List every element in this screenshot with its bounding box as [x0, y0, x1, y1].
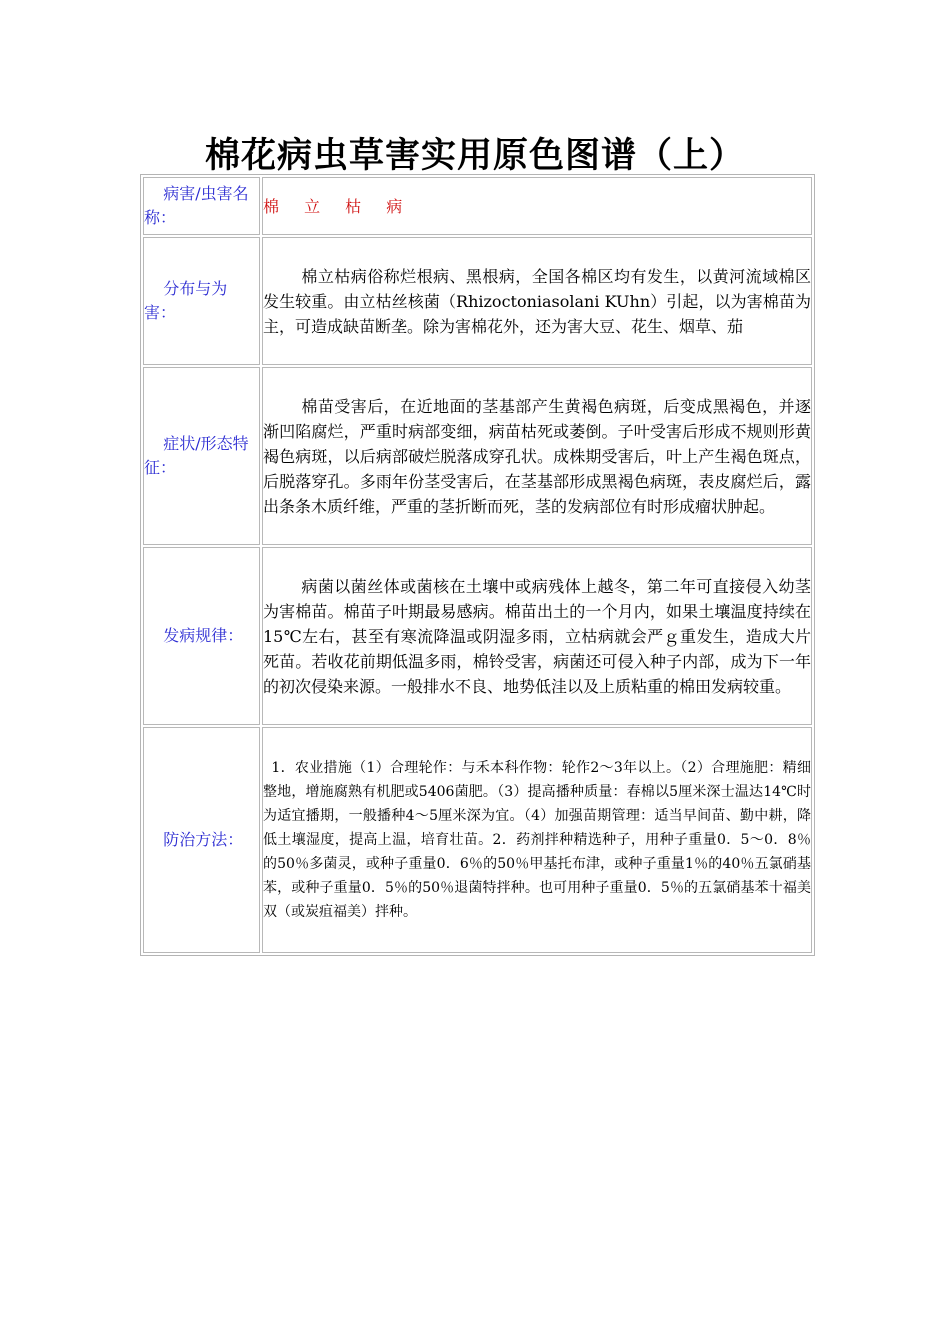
disease-name: 棉 立 枯 病: [262, 177, 812, 235]
disease-info-table: [140, 174, 815, 956]
row-value: [262, 547, 812, 725]
table-row: [143, 367, 812, 545]
row-label: 发病规律：: [143, 547, 260, 725]
row-label: 分布与为害：: [143, 237, 260, 365]
table-row: [143, 547, 812, 725]
row-label: 防治方法：: [143, 727, 260, 953]
row-value: [262, 367, 812, 545]
table-row: [143, 237, 812, 365]
page-title: 棉花病虫草害实用原色图谱（上）: [204, 136, 745, 176]
symptom-text: 棉苗受害后，在近地面的茎基部产生黄褐色病斑，后变成黑褐色，并逐渐凹陷腐烂，严重时病部变细，病苗枯死或萎倒。子叶受害后形成不规则形黄褐色病斑，以后病部破烂脱落成穿孔状。成株期受害后，叶上产生褐色斑点，后脱落穿孔。多雨年份茎受害后，在茎基部形成黑褐色病斑，表皮腐烂后，露出条条木质纤维，严重的茎折断而死，茎的发病部位有时形成瘤状肿起。: [263, 396, 811, 516]
row-label: 病害/虫害名称：: [143, 177, 260, 235]
row-label: 症状/形态特征：: [143, 367, 260, 545]
control-text: 1．农业措施（1）合理轮作：与禾本科作物：轮作2～3年以上。（2）合理施肥：精细整地，增施腐熟有机肥或5406菌肥。（3）提高播种质量：春棉以5厘米深士温达14℃时为适宜播期，一般播种4～5厘米深为宜。（4）加强苗期管理：适当早间苗、勤中耕，降低土壤湿度，提高上温，培育壮苗。2．药剂拌种精选种子，用种子重量0．5～0．8％的50％多菌灵，或种子重量0．6％的50％甲基托布津，或种子重量1％的40％五氯硝基苯，或种子重量0．5％的50％退菌特拌种。也可用种子重量0．5％的五氯硝基苯十福美双（或炭疽福美）拌种。: [263, 760, 811, 920]
row-value: [262, 237, 812, 365]
distribution-text: 棉立枯病俗称烂根病、黑根病，全国各棉区均有发生，以黄河流域棉区发生较重。由立枯丝核菌（Rhizoctoniasolani KUhn）引起，以为害棉苗为主，可造成缺苗断垄。除为害棉花外，还为害大豆、花生、烟草、茄: [263, 266, 811, 336]
table-row: [143, 727, 812, 953]
row-value: [262, 727, 812, 953]
table-row: [143, 177, 812, 235]
pattern-text: 病菌以菌丝体或菌核在土壤中或病残体上越冬，第二年可直接侵入幼茎为害棉苗。棉苗子叶期最易感病。棉苗出土的一个月内，如果土壤温度持续在15℃左右，甚至有寒流降温或阴湿多雨，立枯病就会严ｇ重发生，造成大片死苗。若收花前期低温多雨，棉铃受害，病菌还可侵入种子内部，成为下一年的初次侵染来源。一般排水不良、地势低洼以及上质粘重的棉田发病较重。: [263, 576, 811, 696]
